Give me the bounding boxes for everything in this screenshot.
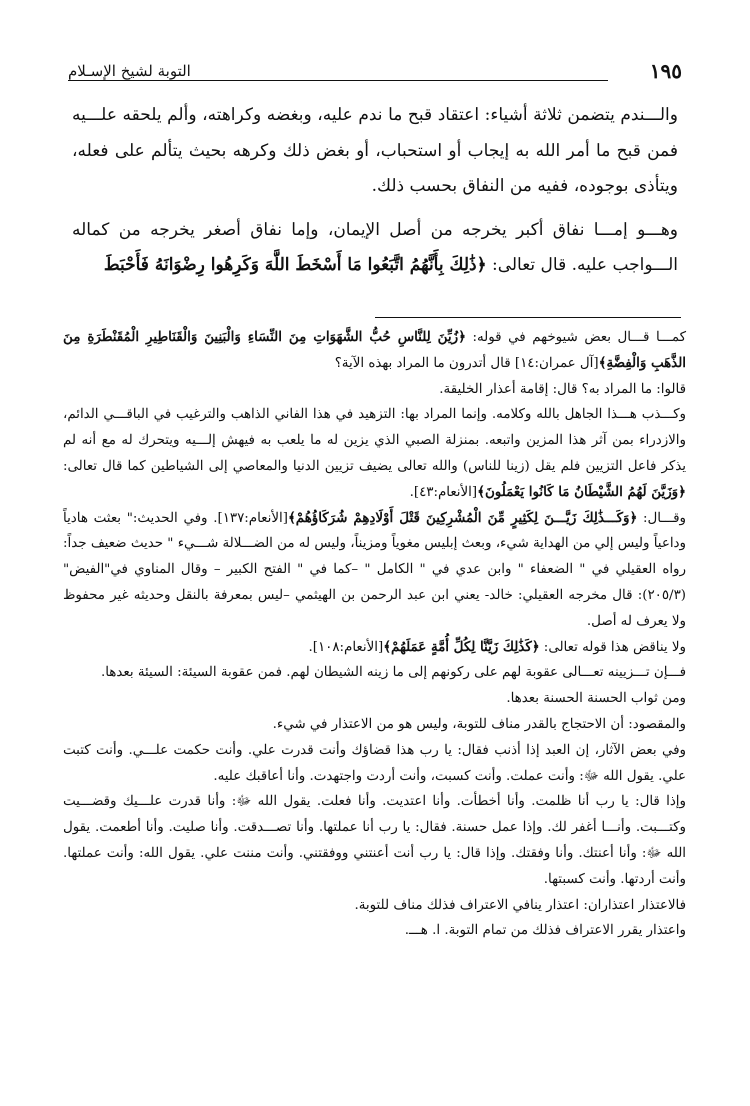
footnote-text: [الأنعام:١٣٧]. وفي الحديث:" بعثت هادياً وداعياً وليس إلي من الهداية شيء، وبعث إبليس مغوياً ومزيناً، وليس له من الضـــلالة شـــيء " حديث ضعيف جداً: رواه العقيلي في " الضعفاء " وابن عدي في " الكامل " –كما في " الفتح الكبير – وقال المناوي في"الفيض" (٢٠٥/٣): قال مخرجه العقيلي: خالد- يعني ابن عبد الرحمن بن الهيثمي –ليس بمعرفة بالنقل وحديثه غير محفوظ ولا يعرف له أصل. bbox=[63, 510, 686, 629]
page-number: ١٩٥ bbox=[649, 59, 682, 83]
quran-verse: ﴿وَزَيَّنَ لَهُمُ الشَّيْطَانُ مَا كَانُوا يَعْمَلُونَ﴾ bbox=[477, 483, 686, 500]
quran-verse: ﴿ذَٰلِكَ بِأَنَّهُمُ اتَّبَعُوا مَا أَسْخَطَ اللَّهَ وَكَرِهُوا رِضْوَانَهُ فَأَحْبَطَ bbox=[103, 255, 487, 275]
footnote-paragraph: واعتذار يقرر الاعتراف فذلك من تمام التوبة. ا. هـــ. bbox=[404, 923, 686, 939]
footnotes bbox=[63, 325, 686, 944]
footnote-text: [الأنعام:١٠٨]. bbox=[308, 639, 384, 655]
footnote-text: ولا يناقض هذا قوله تعالى: bbox=[539, 639, 686, 655]
main-paragraph-1: والـــندم يتضمن ثلاثة أشياء: اعتقاد قبح ما ندم عليه، وبغضه وكراهته، وألم يلحقه علـــيه فمن قبح ما أمر الله به إيجاب أو استحباب، أو بغض ذلك وكرهه بحيث يتألم على فعله، ويتأذى بوجوده، ففيه من النفاق بحسب ذلك. bbox=[72, 105, 678, 196]
footnote-paragraph: وإذا قال: يا رب أنا ظلمت. وأنا أخطأت. وأنا اعتديت. وأنا فعلت. يقول الله ﷻ: وأنا قدرت علـــيك وقضـــيت وكتـــبت. وأنـــا أغفر لك. وإذا عمل حسنة. فقال: يا رب أنا عملتها. وأنا تصـــدقت. وأنا صليت. وأنا أطعمت. يقول الله ﷻ: وأنا أعنتك. وأنا وفقتك. وإذا قال: يا رب أنت أعنتني ووفقتني. وأنت مننت علي. يقول الله: وأنت عملتها. وأنت أردتها. وأنت كسبتها. bbox=[63, 794, 686, 887]
page-header bbox=[68, 60, 682, 82]
quran-verse: ﴿كَذَٰلِكَ زَيَّنَّا لِكُلِّ أُمَّةٍ عَمَلَهُمْ﴾ bbox=[383, 638, 540, 655]
footnote-text: وقـــال: bbox=[637, 510, 686, 526]
header-rule bbox=[68, 80, 608, 81]
main-paragraph-2 bbox=[72, 213, 678, 284]
quran-verse: ﴿زُيِّنَ لِلنَّاسِ حُبُّ الشَّهَوَاتِ مِنَ النِّسَاءِ وَالْبَنِينَ وَالْقَنَاطِيرِ الْمُقَنْطَرَةِ مِنَ الذَّهَبِ وَالْفِضَّةِ﴾ bbox=[63, 329, 686, 371]
running-title: التوبة لشيخ الإسـلام bbox=[68, 62, 191, 80]
main-paragraph-2-text: وهـــو إمـــا نفاق أكبر يخرجه من أصل الإيمان، وإما نفاق أصغر يخرجه من كماله الـــواجب عليه. قال تعالى: bbox=[72, 219, 678, 275]
footnote-paragraph bbox=[63, 635, 686, 661]
footnote-paragraph: ومن ثواب الحسنة الحسنة بعدها. bbox=[506, 691, 686, 707]
footnote-paragraph: قالوا: ما المراد به؟ قال: إقامة أعذار الخليقة. bbox=[439, 381, 686, 397]
footnote-paragraph: والمقصود: أن الاحتجاج بالقدر مناف للتوبة، وليس هو من الاعتذار في شيء. bbox=[272, 716, 686, 732]
footnote-paragraph bbox=[63, 402, 686, 505]
footnote-paragraph: وفي بعض الآثار، إن العبد إذا أذنب فقال: يا رب هذا قضاؤك وأنت قدرت علي. وأنت حكمت علـــي. وأنت كتبت علي. يقول الله ﷻ: وأنت عملت. وأنت كسبت، وأنت أردت واجتهدت. وأنا أعاقبك عليه. bbox=[63, 742, 686, 784]
footnote-rule bbox=[375, 317, 681, 318]
footnote-text: كمـــا قـــال بعض شيوخهم في قوله: bbox=[465, 330, 686, 345]
footnote-text: [الأنعام:٤٣]. bbox=[409, 484, 478, 500]
quran-verse: ﴿وَكَـــذَٰلِكَ زَيَّـــنَ لِكَثِيرٍ مِّنَ الْمُشْرِكِينَ قَتْلَ أَوْلَادِهِمْ شُرَكَاؤُهُمْ﴾ bbox=[287, 509, 638, 526]
footnote-paragraph: فـــإن تـــزيينه تعـــالى عقوبة لهم على ركونهم إلى ما زينه الشيطان لهم. فمن عقوبة السيئة: السيئة بعدها. bbox=[100, 665, 686, 681]
main-text bbox=[72, 98, 678, 284]
footnote-paragraph bbox=[63, 325, 686, 377]
footnote-text: وكـــذب هـــذا الجاهل بالله وكلامه. وإنما المراد بها: التزهيد في هذا الفاني الذاهب والترغيب في الباقـــي الدائم، والازدراء بمن آثر هذا المزين واتبعه. بمنزلة الصبي الذي يزين له ما يلعب به فيهش إلـــيه ويتحرك له مع أنه لم يذكر فاعل التزيين فلم يقل (زينا للناس) والله تعالى يضيف تزيين الدنيا والمعاصي إلى الشياطين كما قال تعالى: bbox=[63, 407, 686, 474]
footnote-text: [آل عمران:١٤] قال أتدرون ما المراد بهذه الآية؟ bbox=[334, 355, 599, 371]
footnote-paragraph: فالاعتذار اعتذاران: اعتذار ينافي الاعتراف فذلك مناف للتوبة. bbox=[354, 897, 686, 913]
footnote-paragraph bbox=[63, 506, 686, 635]
